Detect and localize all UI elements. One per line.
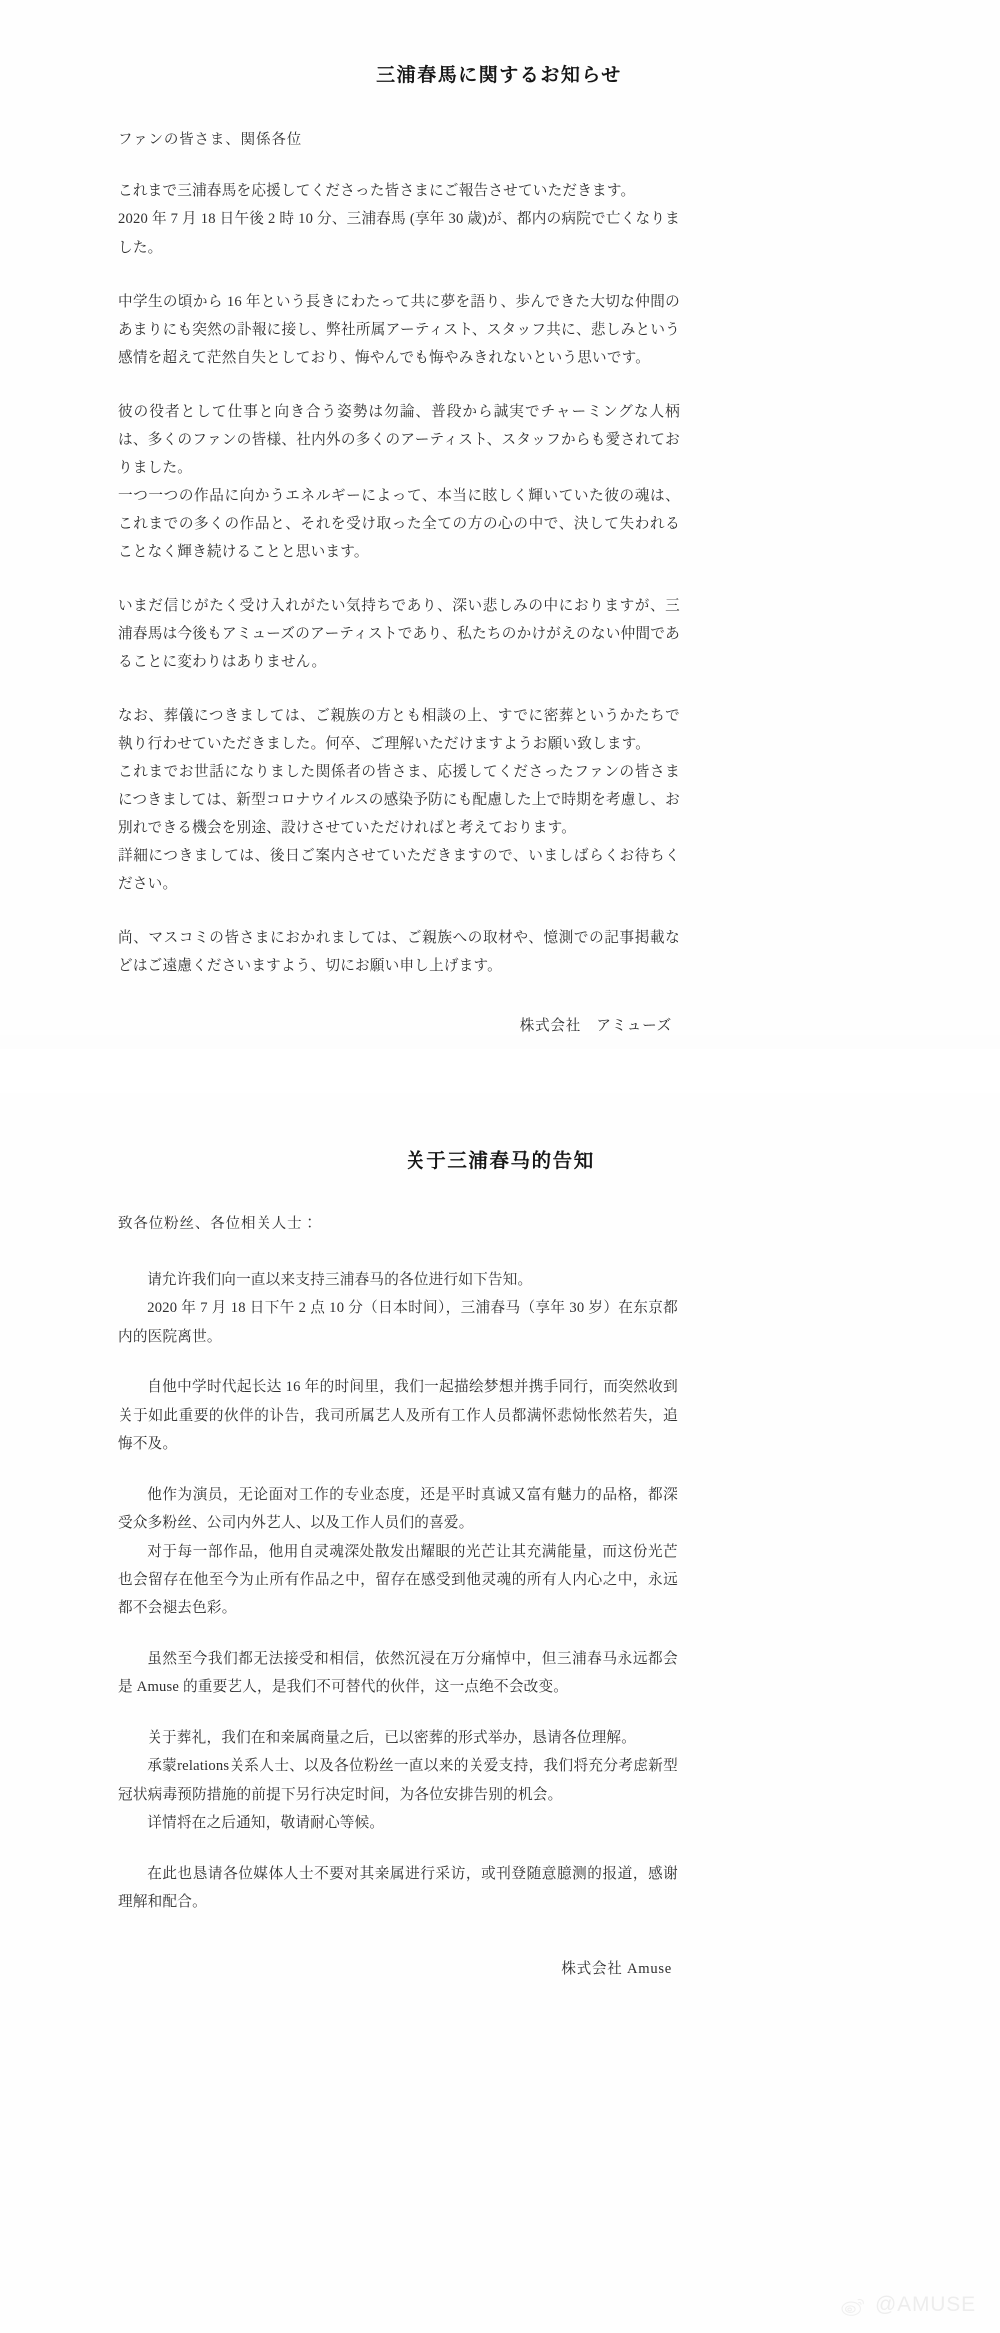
japanese-salutation: ファンの皆さま、関係各位 [118,132,303,148]
japanese-document-title: 三浦春馬に関するお知らせ [376,65,622,86]
japanese-paragraph-3-line-2: 一つ一つの作品に向かうエネルギーによって、本当に眩しく輝いていた彼の魂は、これまでの多くの作品と、それを受け取った全ての方の心の中で、決して失われることなく輝き続けることと思います。 [118,487,680,560]
japanese-paragraph-6: 尚、マスコミの皆さまにおかれましては、ご親族への取材や、憶測での記事掲載などはご遠慮くださいますよう、切にお願い申し上げます。 [118,929,680,974]
japanese-statement-sheet [0,0,1000,1035]
chinese-statement-sheet [0,1093,1000,2333]
chinese-paragraph-5-line-1: 关于葬礼，我们在和亲属商量之后，已以密葬的形式举办，恳请各位理解。 [147,1729,637,1746]
chinese-paragraph-1-line-2: 2020 年 7 月 18 日下午 2 点 10 分（日本时间），三浦春马（享年 30 岁）在东京都内的医院离世。 [118,1300,678,1345]
japanese-paragraph-3-line-1: 彼の役者として仕事と向き合う姿勢は勿論、普段から誠実でチャーミングな人柄は、多くのファンの皆様、社内外の多くのアーティスト、スタッフからも愛されておりました。 [118,403,680,476]
chinese-paragraph-1-line-1: 请允许我们向一直以来支持三浦春马的各位进行如下告知。 [147,1271,533,1288]
chinese-signature: 株式会社 Amuse [561,1960,672,1977]
chinese-salutation: 致各位粉丝、各位相关人士： [118,1216,318,1233]
japanese-signature: 株式会社 アミューズ [519,1017,672,1034]
japanese-paragraph-2: 中学生の頃から 16 年という長きにわたって共に夢を語り、歩んできた大切な仲間のあまりにも突然の訃報に接し、弊社所属アーティスト、スタッフ共に、悲しみという感情を超えて茫然自失としており、悔やんでも悔やみきれないという思いです。 [118,293,680,366]
chinese-paragraph-3-line-1: 他作为演员，无论面对工作的专业态度，还是平时真诚又富有魅力的品格，都深受众多粉丝、公司内外艺人、以及工作人员们的喜爱。 [118,1486,678,1532]
japanese-paragraph-5-line-2: これまでお世話になりました関係者の皆さま、応援してくださったファンの皆さまにつきましては、新型コロナウイルスの感染予防にも配慮した上で時期を考慮し、お別れできる機会を別途、設けさせていただければと考えております。 [118,763,680,836]
watermark-handle: @AMUSE [874,2293,976,2317]
chinese-document-title: 关于三浦春马的告知 [405,1151,595,1173]
chinese-paragraph-3-line-2: 对于每一部作品，他用自灵魂深处散发出耀眼的光芒让其充满能量，而这份光芒也会留存在他至今为止所有作品之中，留存在感受到他灵魂的所有人内心之中，永远都不会褪去色彩。 [118,1543,678,1617]
chinese-paragraph-2: 自他中学时代起长达 16 年的时间里，我们一起描绘梦想并携手同行，而突然收到关于如此重要的伙伴的讣告，我司所属艺人及所有工作人员都满怀悲恸怅然若失，追悔不及。 [118,1379,678,1453]
japanese-paragraph-1-line-2: 2020 年 7 月 18 日午後 2 時 10 分、三浦春馬 (享年 30 歳)が、都内の病院で亡くなりました。 [118,211,680,256]
chinese-paragraph-4: 虽然至今我们都无法接受和相信，依然沉浸在万分痛悼中，但三浦春马永远都会是 Amuse 的重要艺人，是我们不可替代的伙伴，这一点绝不会改变。 [118,1650,678,1696]
japanese-paragraph-5-line-3: 詳細につきましては、後日ご案内させていただきますので、いましばらくお待ちください。 [118,847,680,892]
sheet-divider [0,1049,1000,1093]
chinese-paragraph-5-line-2: 承蒙relations关系人士、以及各位粉丝一直以来的关爱支持，我们将充分考虑新型冠状病毒预防措施的前提下另行决定时间，为各位安排告别的机会。 [118,1758,678,1803]
chinese-paragraph-6: 在此也恳请各位媒体人士不要对其亲属进行采访，或刊登随意臆测的报道，感谢理解和配合。 [118,1865,678,1911]
chinese-paragraph-5-line-3: 详情将在之后通知，敬请耐心等候。 [147,1815,385,1832]
japanese-paragraph-5-line-1: なお、葬儀につきましては、ご親族の方とも相談の上、すでに密葬というかたちで執り行わせていただきました。何卒、ご理解いただけますようお願い致します。 [118,707,680,752]
chinese-body [118,1213,678,1977]
japanese-paragraph-4: いまだ信じがたく受け入れがたい気持ちであり、深い悲しみの中におりますが、三浦春馬は今後もアミューズのアーティストであり、私たちのかけがえのない仲間であることに変わりはありません。 [118,597,680,670]
japanese-paragraph-1-line-1: これまで三浦春馬を応援してくださった皆さまにご報告させていただきます。 [118,183,636,200]
japanese-body [118,129,680,1035]
